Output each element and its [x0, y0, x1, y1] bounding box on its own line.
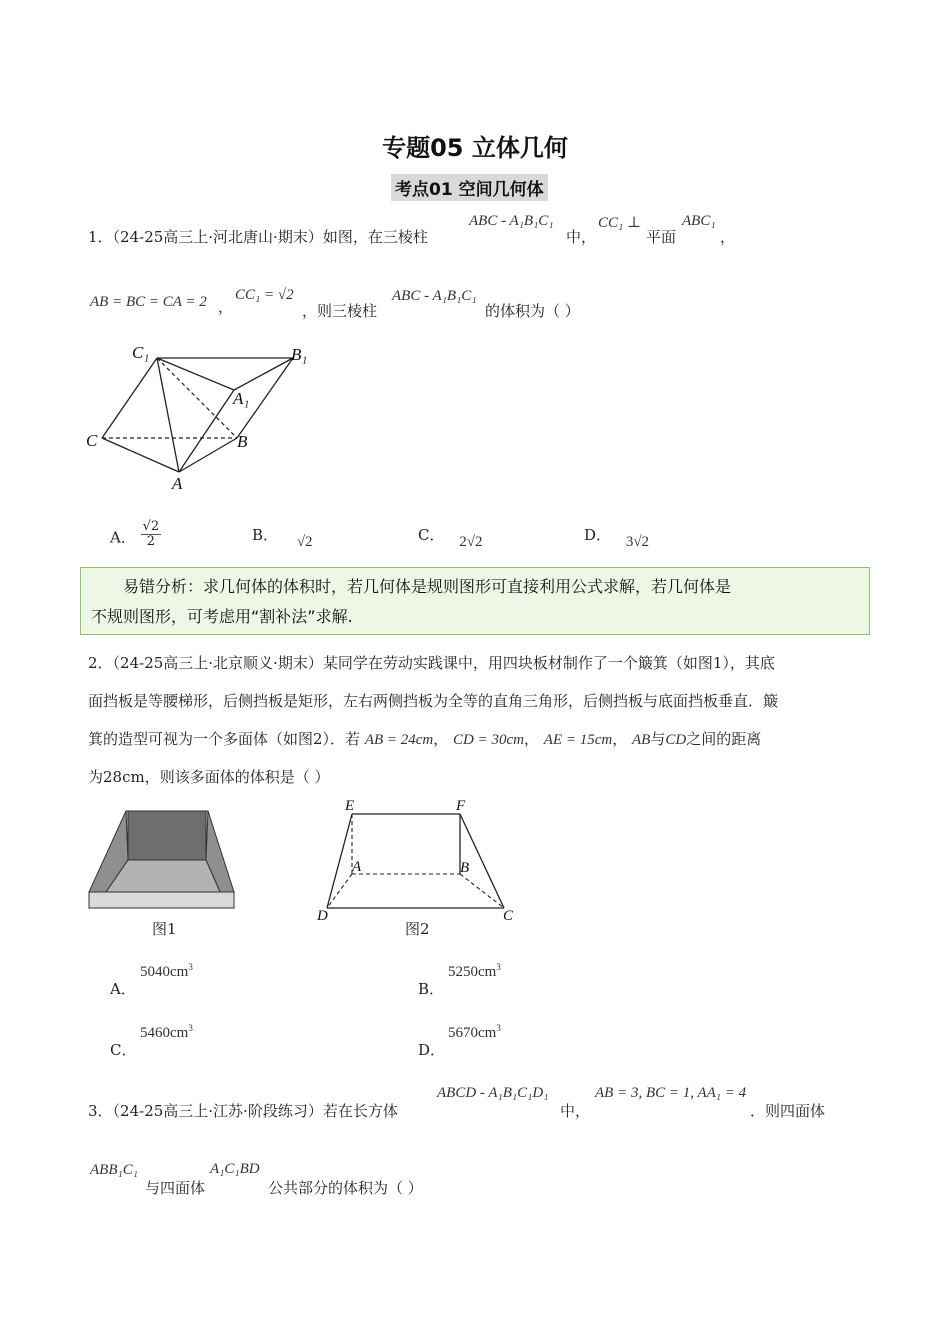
q1-plane: 平面	[646, 228, 677, 246]
q1-then: ，则三棱柱	[302, 302, 378, 320]
edge-a1a	[179, 390, 234, 472]
q1-option-b[interactable]: B． √2	[252, 526, 313, 550]
q3-mid: 中，	[560, 1102, 591, 1120]
label-d: D	[317, 908, 328, 924]
q1-comma: ，	[720, 228, 736, 246]
q2-line-4: 为28cm，则该多面体的体积是（ ）	[88, 768, 330, 786]
edge-c1a	[157, 358, 179, 472]
q3-ask: 公共部分的体积为（ ）	[268, 1179, 423, 1197]
label-c: C	[503, 908, 514, 924]
q2-option-d[interactable]: D．	[418, 1041, 446, 1059]
q3-then: ．则四面体	[750, 1102, 826, 1120]
q2-option-c[interactable]: C．	[110, 1041, 137, 1059]
edge-b1a1	[234, 358, 293, 390]
q2-figure-2-polyhedron	[312, 796, 522, 926]
q3-and: 与四面体	[145, 1179, 206, 1197]
q2-option-b-value: $5250cm^3$	[448, 962, 501, 980]
q2-option-b[interactable]: B．	[418, 980, 445, 998]
q1-cc1-perp: CC₁ ⊥	[598, 215, 642, 231]
fig1-caption: 图1	[152, 920, 177, 938]
q3-condition: AB = 3, BC = 1, AA₁ = 4	[595, 1085, 747, 1101]
label-a: A	[352, 859, 362, 875]
q2-option-d-value: $5670cm^3$	[448, 1023, 501, 1041]
label-c1: C₁	[132, 343, 150, 362]
q2-line-1: 2．（24-25高三上·北京顺义·期末）某同学在劳动实践课中，用四块板材制作了一个簸箕（如图1），其底	[88, 654, 775, 672]
page-title: 专题05 立体几何	[382, 134, 568, 162]
label-a1: A₁	[233, 389, 250, 408]
q1-plane-abc1: ABC₁	[682, 213, 716, 229]
note-line-1: 易错分析：求几何体的体积时，若几何体是规则图形可直接利用公式求解，若几何体是	[123, 577, 732, 596]
label-b: B	[237, 432, 248, 451]
option-letter: A．	[110, 528, 136, 547]
q1-prism-label: ABC - A₁B₁C₁	[469, 213, 554, 229]
edge-ba	[179, 438, 237, 472]
fig2-caption: 图2	[405, 920, 430, 938]
q3-tetra-1: ABB₁C₁	[90, 1162, 138, 1178]
q2-option-a[interactable]: A．	[110, 980, 136, 998]
dustpan-front-edge	[89, 892, 234, 908]
q1-cond-height: CC₁ = √2	[235, 287, 294, 303]
q1-prism-label-2: ABC - A₁B₁C₁	[392, 288, 477, 304]
q2-option-a-value: $5040cm^3$	[140, 962, 193, 980]
q1-mid: 中，	[566, 228, 597, 246]
q3-box-label: ABCD - A₁B₁C₁D₁	[437, 1085, 549, 1101]
dustpan-back	[128, 811, 206, 860]
note-line-2: 不规则图形，可考虑用“割补法”求解.	[91, 607, 353, 626]
label-c: C	[86, 431, 98, 450]
q1-cond-sides: AB = BC = CA = 2	[90, 294, 207, 310]
q1-option-c[interactable]: C． 2√2	[418, 526, 483, 550]
q1-ask: 的体积为（ ）	[485, 302, 580, 320]
q1-comma2: ，	[218, 298, 234, 316]
label-b: B	[460, 860, 470, 876]
label-b1: B₁	[291, 345, 308, 364]
section-heading: 考点01 空间几何体	[391, 174, 548, 201]
q1-option-d[interactable]: D． 3√2	[584, 526, 650, 550]
q2-line-2: 面挡板是等腰梯形，后侧挡板是矩形，左右两侧挡板为全等的直角三角形，后侧挡板与底面挡板垂直．簸	[88, 692, 779, 710]
error-analysis-note	[80, 567, 870, 635]
q3-tetra-2: A₁C₁BD	[210, 1161, 260, 1177]
edge-c1a1	[157, 358, 234, 390]
edge-ca	[102, 438, 179, 472]
q1-option-a[interactable]	[110, 519, 161, 553]
label-e: E	[345, 798, 355, 814]
label-f: F	[456, 798, 466, 814]
edge-c1c	[102, 358, 157, 438]
q3-source: 3．（24-25高三上·江苏·阶段练习）若在长方体	[88, 1102, 398, 1120]
edge-c1b-hidden	[157, 358, 237, 438]
q2-line-3: 箕的造型可视为一个多面体（如图2）．若 AB = 24cm， CD = 30cm， AE = 15cm， AB与CD之间的距离	[88, 730, 762, 748]
fraction: $\frac{√2}{2}$	[142, 519, 160, 549]
q1-number-source: 1．（24-25高三上·河北唐山·期末）如图，在三棱柱	[88, 228, 428, 246]
q2-figure-1-dustpan	[86, 808, 238, 912]
label-a: A	[172, 474, 183, 493]
q2-option-c-value: $5460cm^3$	[140, 1023, 193, 1041]
q1-prism-figure	[80, 340, 320, 495]
